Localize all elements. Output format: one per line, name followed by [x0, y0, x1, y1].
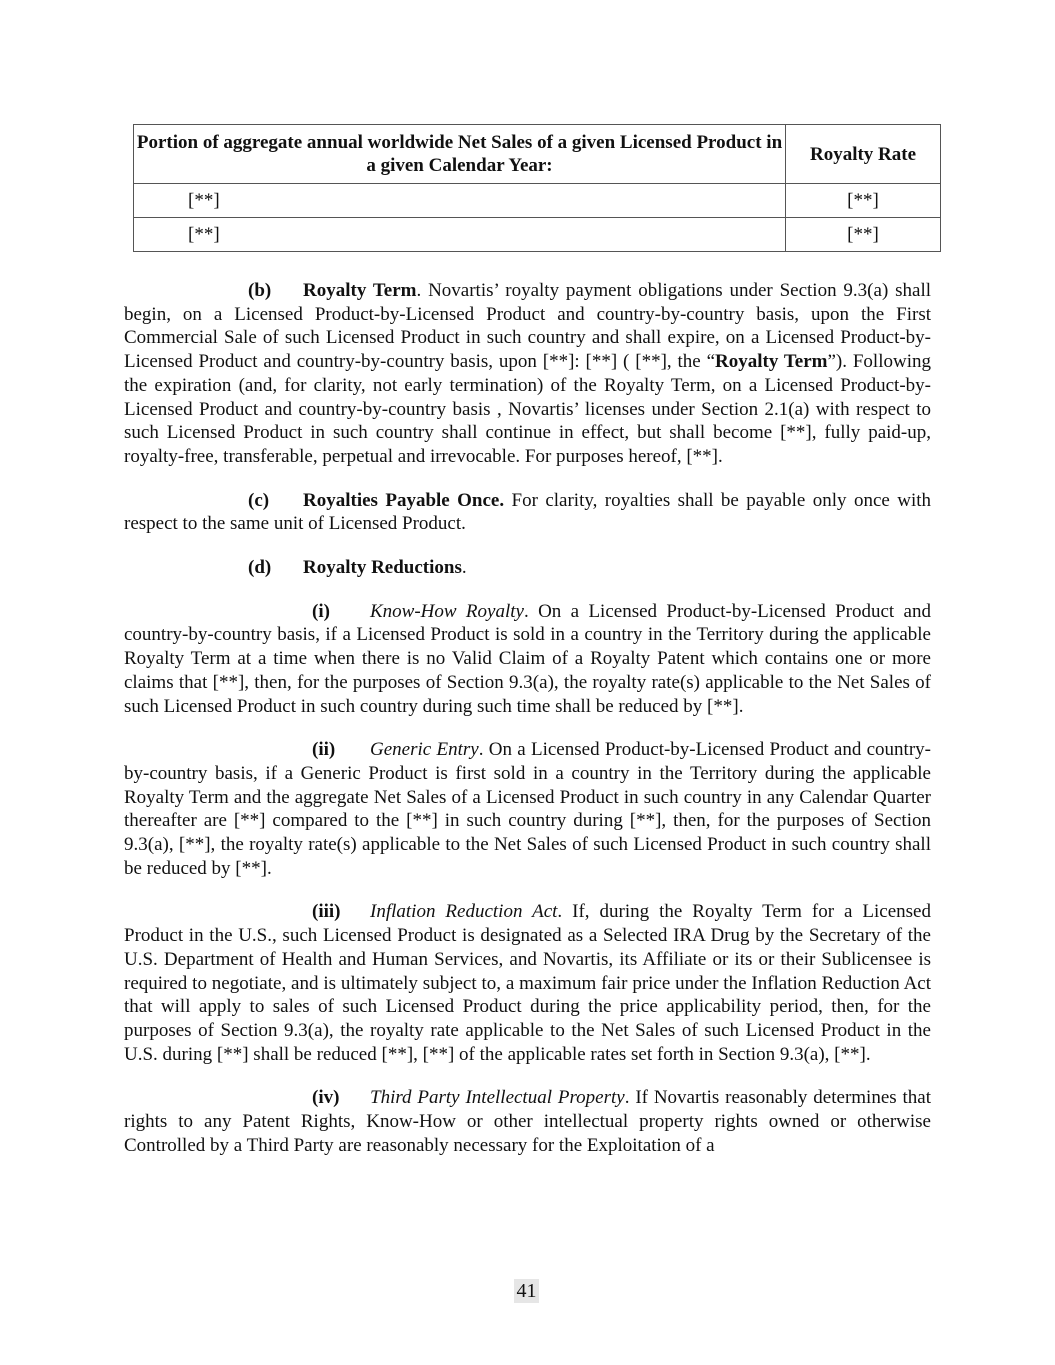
document-body [124, 279, 931, 1178]
section-iv-third-party-ip [124, 1086, 931, 1157]
section-c-text: For clarity, royalties shall be payable only once with respect to the same unit of Licensed Product. [124, 489, 932, 535]
table-row [134, 218, 941, 252]
section-d-label: (d) [248, 557, 272, 579]
table-cell: [**] [134, 218, 786, 252]
section-c-title: Royalties Payable Once. [303, 489, 505, 511]
defined-term-royalty-term: Royalty Term [715, 351, 828, 373]
table-header-net-sales: Portion of aggregate annual worldwide Net Sales of a given Licensed Product in a given Calendar Year: [134, 125, 786, 184]
section-iv-text: . If Novartis reasonably determines that rights to any Patent Rights, Know-How or other intellectual property rights owned or otherwise Controlled by a Third Party are reasonably necessary for the Exploitation of a [124, 1087, 932, 1156]
section-iii-title: Inflation Reduction Act [370, 901, 558, 923]
section-i-title: Know-How Royalty [370, 600, 524, 622]
section-ii-text: . On a Licensed Product-by-Licensed Product and country-by-country basis, if a Generic Product is first sold in a country in the Territory during the applicable Royalty Term and the aggregate Net Sales of a Licensed Product in such country in any Calendar Quarter thereafter are [**] compared to the [**] in such country during [**], then, for the purposes of Section 9.3(a), [**], the royalty rate(s) applicable to the Net Sales of such Licensed Product in such country shall be reduced by [**]. [124, 739, 931, 879]
table-cell: [**] [786, 218, 941, 252]
table-cell: [**] [786, 184, 941, 218]
section-b-text: . Novartis’ royalty payment obligations under Section 9.3(a) shall begin, on a Licensed Product-by-Licensed Product and country-by-country basis, upon the First Commercial Sale of such Licensed Product in such country and shall expire, on a Licensed Product-by-Licensed Product and country-by-country basis, upon [**]: [**] ( [**], the “ [124, 280, 932, 373]
section-c-label: (c) [248, 489, 270, 511]
section-iii-label: (iii) [312, 901, 341, 923]
section-i-know-how-royalty [124, 600, 931, 719]
royalty-rate-table [133, 124, 941, 252]
section-iii-inflation-reduction-act [124, 900, 931, 1066]
section-b-label: (b) [248, 280, 272, 301]
table-row [134, 184, 941, 218]
section-b-royalty-term [124, 279, 931, 469]
section-i-label: (i) [312, 600, 330, 622]
section-b-title: Royalty Term [303, 280, 417, 301]
section-ii-title: Generic Entry [370, 739, 479, 761]
table-header-royalty-rate: Royalty Rate [786, 125, 941, 184]
section-d-royalty-reductions [124, 556, 931, 580]
page-number: 41 [514, 1279, 539, 1303]
section-i-text: . On a Licensed Product-by-Licensed Product and country-by-country basis, if a Licensed Product is sold in a country in the Territory during the applicable Royalty Term at a time when there is no Valid Claim of a Royalty Patent which contains one or more claims that [**], then, for the purposes of Section 9.3(a), the royalty rate(s) applicable to the Net Sales of such Licensed Product in such country during such time shall be reduced by [**]. [124, 600, 931, 717]
section-iv-title: Third Party Intellectual Property [370, 1087, 625, 1109]
section-d-title: Royalty Reductions [303, 557, 462, 579]
section-iii-text: . If, during the Royalty Term for a Licensed Product in the U.S., such Licensed Product is designated as a Selected IRA Drug by the Secretary of the U.S. Department of Health and Human Services, and Novartis, its Affiliate or its or their Sublicensee is required to negotiate, and is ultimately subject to, a maximum fair price under the Inflation Reduction Act that will apply to sales of such Licensed Product during the price applicability period, then, for the purposes of Section 9.3(a), the royalty rate applicable to the Net Sales of such Licensed Product in the U.S. during [**] shall be reduced [**], [**] of the applicable rates set forth in Section 9.3(a), [**]. [124, 901, 931, 1065]
section-ii-label: (ii) [312, 739, 336, 761]
section-d-period: . [461, 557, 467, 579]
section-b-text-continued: ”). Following the expiration (and, for clarity, not early termination) of the Royalty Term, on a Licensed Product-by-Licensed Product and country-by-country basis , Novartis’ licenses under Section 2.1(a) with respect to such Licensed Product in such country shall continue in effect, but shall become [**], fully paid-up, royalty-free, transferable, perpetual and irrevocable. For purposes hereof, [**]. [124, 351, 931, 467]
section-iv-label: (iv) [312, 1087, 340, 1109]
section-ii-generic-entry [124, 738, 931, 880]
section-c-royalties-payable-once [124, 489, 931, 536]
table-cell: [**] [134, 184, 786, 218]
